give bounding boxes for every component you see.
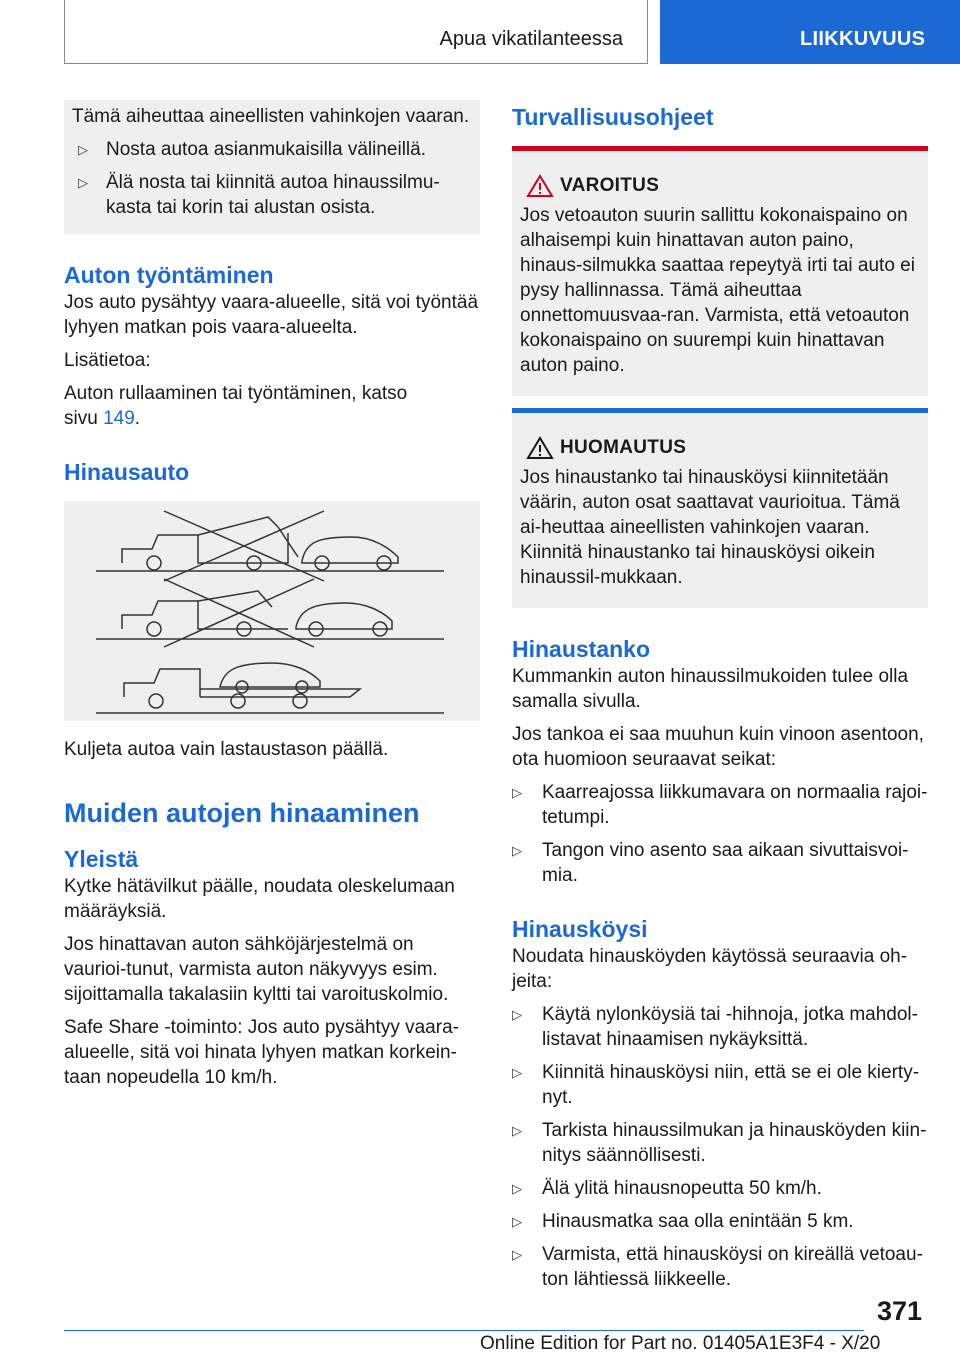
page-link-149[interactable]: 149 — [103, 408, 135, 429]
warning-text: Jos vetoauton suurin sallittu kokonaispaino on alhaisempi kuin hinattavan auton paino, hinaus‐silmukka saattaa repeytyä irti tai auto ei pysy hallinnassa. Tämä aiheuttaa onnettomuusvaa‐ran. Varmista, että vetoauton kokonaispaino on suurempi kuin hinattavan auton paino. — [520, 205, 915, 376]
bullet-triangle-icon: ▷ — [512, 843, 522, 858]
list-item-text: Hinausmatka saa olla enintään 5 km. — [542, 1211, 854, 1232]
damage-note-text: Tämä aiheuttaa aineellisten vahinkojen vaaran. — [72, 106, 470, 127]
list-item — [512, 838, 928, 888]
list-item — [64, 170, 480, 220]
list-item-text: Nosta autoa asianmukaisilla välineillä. — [106, 139, 427, 160]
warning-title-row — [520, 151, 920, 203]
bullet-triangle-icon: ▷ — [78, 142, 88, 157]
list-item — [64, 137, 480, 162]
bullet-triangle-icon: ▷ — [512, 1181, 522, 1196]
notice-title-row — [520, 413, 920, 465]
list-item-text: Varmista, että hinausköysi on kireällä vetoau‐ton lähtiessä liikkeelle. — [542, 1244, 923, 1290]
bullet-triangle-icon: ▷ — [512, 785, 522, 800]
tow-rope-paragraph-1: Noudata hinausköyden käytössä seuraavia oh‐jeita: — [512, 946, 908, 992]
bullet-triangle-icon: ▷ — [512, 1214, 522, 1229]
warning-triangle-icon — [520, 173, 560, 199]
bullet-triangle-icon: ▷ — [512, 1007, 522, 1022]
general-paragraph-1: Kytke hätävilkut päälle, noudata oleskelumaan määräyksiä. — [64, 876, 455, 922]
notice-triangle-icon — [520, 435, 560, 461]
header-section-title: Apua vikatilanteessa — [439, 28, 623, 50]
list-item — [512, 780, 928, 830]
damage-note-box — [64, 100, 480, 234]
header-chapter-tab — [660, 0, 960, 64]
list-item-text: Älä nosta tai kiinnitä autoa hinaussilmu‐kasta tai korin tai alustan osista. — [106, 172, 440, 218]
push-paragraph-2: Lisätietoa: — [64, 350, 151, 371]
notice-box — [512, 408, 928, 608]
heading-push: Auton työntäminen — [64, 262, 274, 288]
list-item-text: Käytä nylonköysiä tai -hihnoja, jotka mahdol‐listavat hinaamisen nykäyksittä. — [542, 1004, 918, 1050]
list-item-text: Tarkista hinaussilmukan ja hinausköyden kiin‐nitys säännöllisesti. — [542, 1120, 927, 1166]
tow-bar-paragraph-1: Kummankin auton hinaussilmukoiden tulee olla samalla sivulla. — [512, 666, 909, 712]
heading-tow-rope: Hinausköysi — [512, 916, 648, 942]
heading-towing-others: Muiden autojen hinaaminen — [64, 798, 420, 828]
left-column — [64, 100, 480, 1090]
bullet-triangle-icon: ▷ — [512, 1247, 522, 1262]
tow-truck-caption: Kuljeta autoa vain lastaustason päällä. — [64, 739, 389, 760]
list-item — [512, 1002, 928, 1052]
heading-tow-truck: Hinausauto — [64, 459, 190, 485]
list-item-text: Kaarreajossa liikkumavara on normaalia rajoi‐tetumpi. — [542, 782, 928, 828]
list-item — [512, 1118, 928, 1168]
footer-edition: Online Edition for Part no. 01405A1E3F4 - X/20 — [480, 1333, 881, 1354]
header-chapter-title: LIIKKUVUUS — [800, 28, 926, 50]
header-section-box — [64, 0, 648, 64]
warning-box — [512, 146, 928, 396]
tow-truck-illustration — [64, 501, 480, 721]
warning-label: VAROITUS — [560, 175, 660, 196]
notice-text: Jos hinaustanko tai hinausköysi kiinnitetään väärin, auton osat saattavat vaurioitua. Tämä ai‐heuttaa aineellisten vahinkojen vaaran. Kiinnitä hinaustanko tai hinausköysi oikein hinaussil‐mukkaan. — [520, 467, 900, 588]
list-item — [512, 1176, 928, 1201]
push-paragraph-1: Jos auto pysähtyy vaara-alueelle, sitä voi työntää lyhyen matkan pois vaara-alueelta. — [64, 292, 479, 338]
heading-general: Yleistä — [64, 846, 139, 872]
list-item — [512, 1209, 928, 1234]
footer-rule — [64, 1330, 864, 1331]
heading-tow-bar: Hinaustanko — [512, 636, 651, 662]
heading-safety: Turvallisuusohjeet — [512, 104, 714, 130]
list-item — [512, 1242, 928, 1292]
list-item-text: Kiinnitä hinausköysi niin, että se ei ole kierty‐nyt. — [542, 1062, 920, 1108]
tow-bar-paragraph-2: Jos tankoa ei saa muuhun kuin vinoon asentoon, ota huomioon seuraavat seikat: — [512, 724, 924, 770]
push-paragraph-3: Auton rullaaminen tai työntäminen, katso sivu 149. — [64, 383, 408, 429]
general-paragraph-3: Safe Share -toiminto: Jos auto pysähtyy vaara-alueelle, sitä voi hinata lyhyen matkan korkein‐taan nopeudella 10 km/h. — [64, 1017, 459, 1088]
list-item-text: Älä ylitä hinausnopeutta 50 km/h. — [542, 1178, 822, 1199]
list-item — [512, 1060, 928, 1110]
page-number: 371 — [876, 1296, 922, 1326]
general-paragraph-2: Jos hinattavan auton sähköjärjestelmä on vaurioi‐tunut, varmista auton näkyvyys esim. sijoittamalla takalasiin kyltti tai varoituskolmio. — [64, 934, 449, 1005]
notice-label: HUOMAUTUS — [560, 437, 687, 458]
bullet-triangle-icon: ▷ — [512, 1123, 522, 1138]
list-item-text: Tangon vino asento saa aikaan sivuttaisvoi‐mia. — [542, 840, 909, 886]
right-column — [512, 100, 928, 1292]
tow-truck-diagram-icon — [64, 501, 480, 721]
bullet-triangle-icon: ▷ — [78, 175, 88, 190]
bullet-triangle-icon: ▷ — [512, 1065, 522, 1080]
